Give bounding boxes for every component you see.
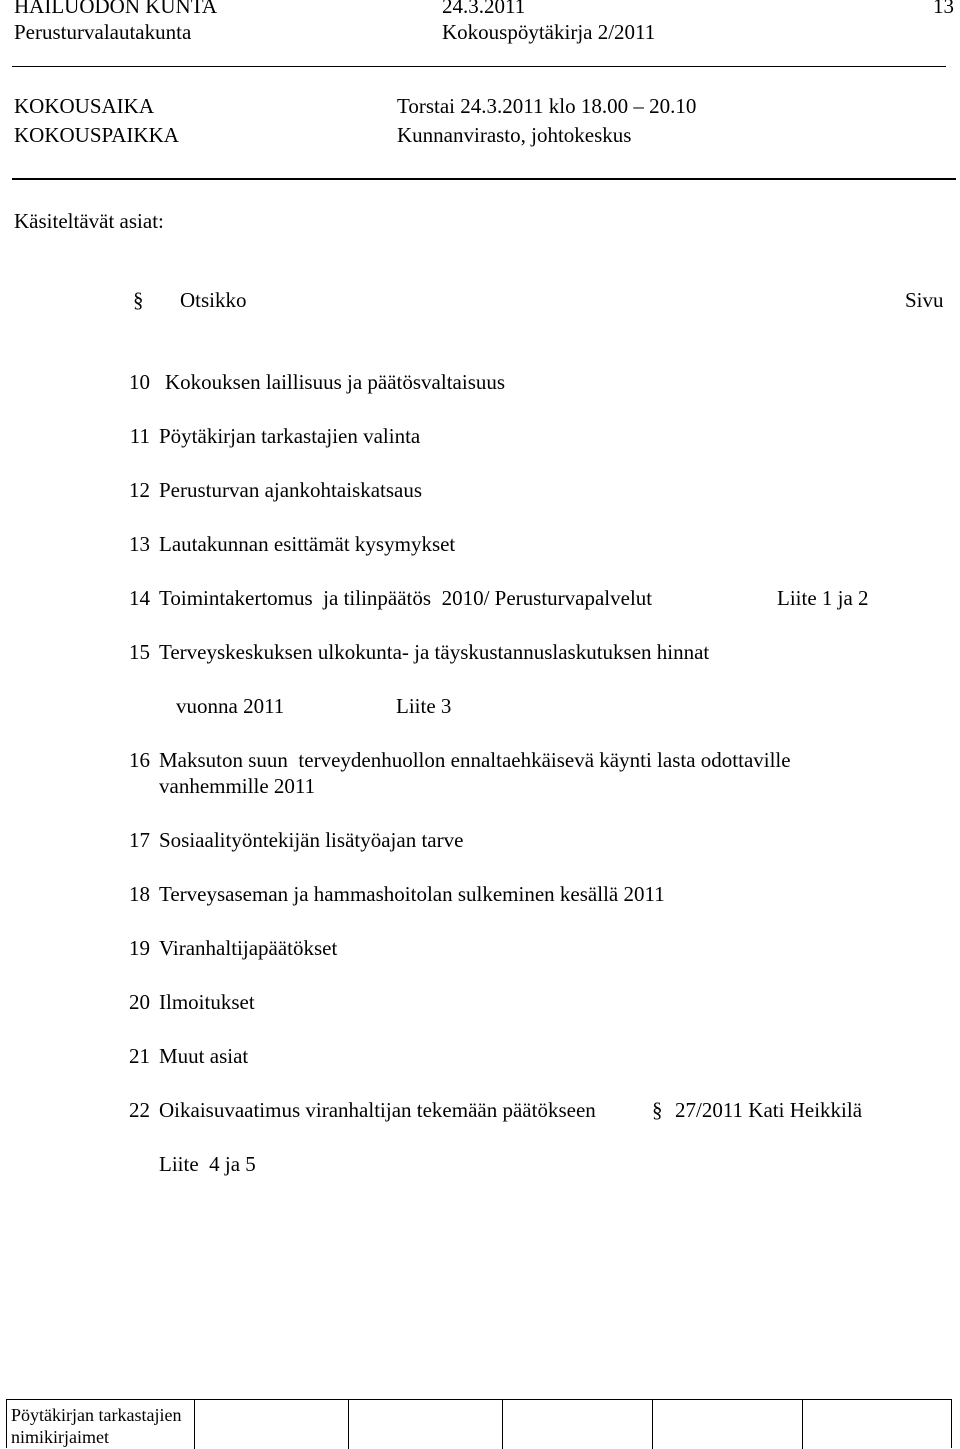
- agenda-item-title: Sosiaalityöntekijän lisätyöajan tarve: [159, 828, 464, 852]
- agenda-item-title: Terveyskeskuksen ulkokunta- ja täyskustannuslaskutuksen hinnat: [159, 640, 710, 664]
- minutes-title: Kokouspöytäkirja 2/2011: [442, 20, 656, 44]
- column-header-page: Sivu: [905, 288, 944, 312]
- agenda-item-title: Terveysaseman ja hammashoitolan sulkeminen kesällä 2011: [159, 882, 665, 906]
- board-name: Perusturvalautakunta: [14, 20, 192, 44]
- agenda-item-number: 16: [129, 748, 150, 772]
- page-number: 13: [933, 0, 954, 18]
- agenda-item-number: 20: [129, 990, 150, 1014]
- meeting-place-label: KOKOUSPAIKKA: [14, 123, 179, 147]
- section-symbol: §: [133, 288, 144, 312]
- agenda-item-attachment: Liite 3: [396, 694, 452, 718]
- agenda-item-title: Perusturvan ajankohtaiskatsaus: [159, 478, 423, 502]
- agenda-item-number: 18: [129, 882, 150, 906]
- agenda-item-number: 12: [129, 478, 150, 502]
- section-ref-symbol: §: [652, 1098, 663, 1122]
- header-rule: [12, 66, 946, 67]
- agenda-heading: Käsiteltävät asiat:: [14, 209, 164, 233]
- signature-cell-3: [503, 1400, 653, 1449]
- municipality-name: HAILUODON KUNTA: [14, 0, 218, 18]
- agenda-item-title: Pöytäkirjan tarkastajien valinta: [159, 424, 421, 448]
- agenda-item-number: 21: [129, 1044, 150, 1068]
- agenda-item-number: 17: [129, 828, 150, 852]
- meeting-time-label: KOKOUSAIKA: [14, 94, 154, 118]
- agenda-item-title: Kokouksen laillisuus ja päätösvaltaisuus: [165, 370, 506, 394]
- agenda-item-continuation: vanhemmille 2011: [159, 774, 316, 798]
- agenda-item-title: Viranhaltijapäätökset: [159, 936, 338, 960]
- agenda-item-title: Lautakunnan esittämät kysymykset: [159, 532, 456, 556]
- agenda-item-attachment: Liite 1 ja 2: [777, 586, 869, 610]
- signature-cell-4: [653, 1400, 803, 1449]
- agenda-item-title: Maksuton suun terveydenhuollon ennaltaehkäisevä käynti lasta odottaville: [159, 748, 791, 772]
- meeting-time-value: Torstai 24.3.2011 klo 18.00 – 20.10: [397, 94, 697, 118]
- agenda-item-number: 22: [129, 1098, 150, 1122]
- meeting-place-value: Kunnanvirasto, johtokeskus: [397, 123, 632, 147]
- signature-cell-2: [349, 1400, 503, 1449]
- agenda-item-continuation: vuonna 2011: [176, 694, 285, 718]
- agenda-item-reference: 27/2011 Kati Heikkilä: [675, 1098, 863, 1122]
- meeting-info-rule: [12, 178, 956, 180]
- agenda-item-continuation: Liite 4 ja 5: [159, 1152, 256, 1176]
- agenda-item-number: 19: [129, 936, 150, 960]
- signature-label: [11, 1404, 181, 1448]
- agenda-item-number: 15: [129, 640, 150, 664]
- agenda-item-number: 13: [129, 532, 150, 556]
- signature-label-line-1: Pöytäkirjan tarkastajien: [11, 1405, 182, 1425]
- signature-cell-1: [195, 1400, 349, 1449]
- agenda-item-title: Toimintakertomus ja tilinpäätös 2010/ Perusturvapalvelut: [159, 586, 653, 610]
- signature-cell-5: [803, 1400, 952, 1449]
- agenda-item-number: 10: [129, 370, 150, 394]
- agenda-item-number: 14: [129, 586, 150, 610]
- agenda-item-title: Muut asiat: [159, 1044, 249, 1068]
- header-date: 24.3.2011: [442, 0, 526, 18]
- signature-label-line-2: nimikirjaimet: [11, 1427, 109, 1447]
- agenda-item-title: Oikaisuvaatimus viranhaltijan tekemään päätökseen: [159, 1098, 596, 1122]
- agenda-item-number: 11: [129, 424, 150, 448]
- column-header-title: Otsikko: [180, 288, 247, 312]
- agenda-item-title: Ilmoitukset: [159, 990, 255, 1014]
- signature-label-cell: [7, 1400, 195, 1449]
- signature-box: [6, 1399, 952, 1448]
